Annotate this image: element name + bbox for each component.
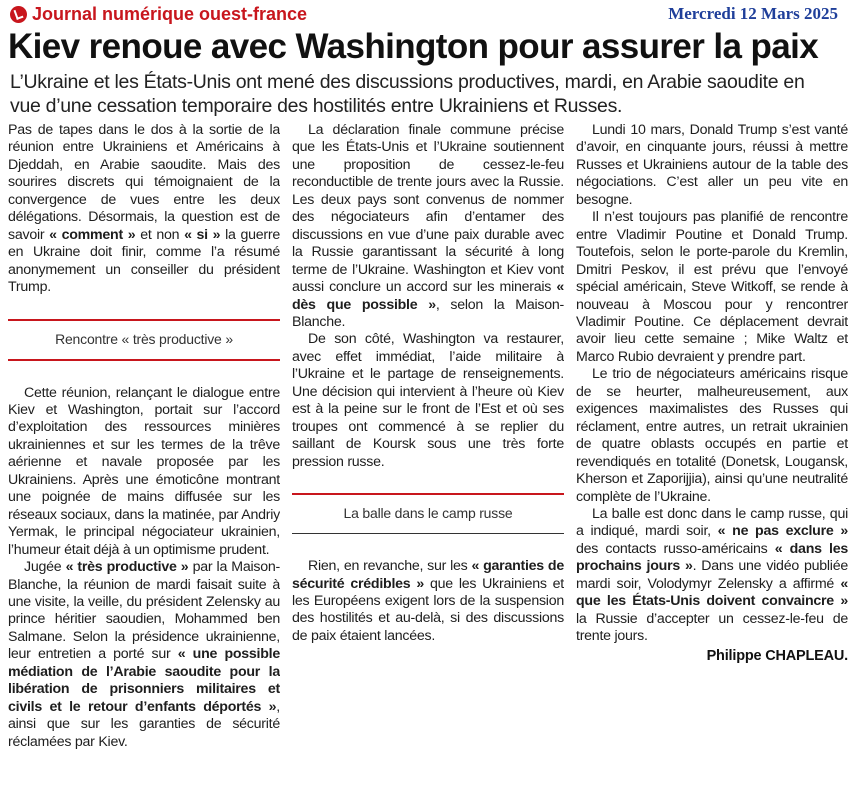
masthead [0,0,850,28]
headline: Kiev renoue avec Washington pour assurer la paix [8,27,819,66]
paragraph-2: Cette réunion, relançant le dialogue entre Kiev et Washington, portait sur l’accord d’exploitation des ressources minières ukrainiennes et sur les termes de la trêve aérienne et navale proposée par les Ukrainiens. Après une émoticône montrant une poignée de mains diffusée sur les réseaux sociaux, dans la matinée, par Andriy Yermak, le principal négociateur ukrainien, l’humeur était déjà à un optimisme prudent. [8,384,280,558]
paragraph-5: De son côté, Washington va restaurer, avec effet immédiat, l’aide militaire à l’Ukraine et le partage de renseignements. Une décision qui intervient à l’heure où Kiev est à la peine sur le front de l’Est et où ses troupes ont commencé à se replier du saillant de Koursk sous une très forte pression russe. [292,331,564,470]
brand [10,4,307,25]
intertitle-2: La balle dans le camp russe [343,505,513,522]
paragraph-4: La déclaration finale commune précise que les États-Unis et l’Ukraine soutiennent une proposition de cessez-le-feu reconductible de trente jours avec la Russie. Les deux pays sont convenus de nommer des négociateurs afin d’entamer des discussions en vue d’une paix durable avec la Russie garantissant la sécurité à long terme de l’Ukraine. Washington et Kiev vont aussi conclure un accord sur les minerais « dès que possible », selon la Maison-Blanche. [292,122,564,330]
article-column-3 [576,122,848,790]
intertitle-1: Rencontre « très productive » [55,330,233,347]
author-signature: Philippe CHAPLEAU. [706,647,848,664]
paragraph-9: Le trio de négociateurs américains risque de se heurter, malheureusement, aux exigences maximalistes des Russes qui réclament, entre autres, un retrait ukrainien de quatre oblasts occupés en partie et revendiqués en totalité (Donetsk, Lougansk, Kherson et Zaporijjia), ainsi qu’une neutralité complète de l’Ukraine. [576,366,848,505]
brand-name: Journal numérique ouest-france [32,4,308,24]
paragraph-3: Jugée « très productive » par la Maison-Blanche, la réunion de mardi faisait suite à une visite, la veille, du président Zelensky au prince héritier saoudien, Mohammed ben Salmane. Selon la présidence ukrainienne, leur entretien a porté sur « une possible médiation de l’Arabie saoudite pour la libération de prisonniers militaires et civils et le retour d’enfants déportés », ainsi que sur les garanties de sécurité réclamées par Kiev. [8,559,280,750]
paragraph-6: Rien, en revanche, sur les « garanties de sécurité crédibles » que les Ukrainiens et les Européens exigent lors de la suspension des hostilités et au-delà, si des discussions de paix étaient lancées. [292,558,564,644]
publication-date: Mercredi 12 Mars 2025 [668,4,838,23]
article-column-1 [8,122,280,790]
article-column-2 [292,122,564,790]
paragraph-8: Il n’est toujours pas planifié de rencontre entre Vladimir Poutine et Donald Trump. Toutefois, selon le porte-parole du Kremlin, Dmitri Peskov, il est prévu que l’envoyé spécial américain, Steve Witkoff, se rende à nouveau à Moscou pour y rencontrer Vladimir Poutine. Ce déplacement devrait avoir lieu cette semaine ; Mike Waltz et Marco Rubio devraient y prendre part. [576,209,848,365]
paragraph-1: Pas de tapes dans le dos à la sortie de la réunion entre Ukrainiens et Américains à Djeddah, en Arabie saoudite. Mais des sourires discrets qui témoignaient de la convergence de vues entre les deux délégations. Désormais, la question est de savoir « comment » et non « si » la guerre en Ukraine doit finir, comme l’a résumé anonymement un conseiller du président Trump. [8,122,280,296]
paragraph-7: Lundi 10 mars, Donald Trump s’est vanté d’avoir, en cinquante jours, réussi à mettre Russes et Ukrainiens autour de la table des négociations. C’est aller un peu vite en besogne. [576,122,848,208]
article-body [8,122,848,790]
paragraph-10: La balle est donc dans le camp russe, qui a indiqué, mardi soir, « ne pas exclure » des contacts russo-américains « dans les prochains jours ». Dans une vidéo publiée mardi soir, Volodymyr Zelensky a affirmé « que les États-Unis doivent convaincre » la Russie d’accepter un cessez-le-feu de trente jours. [576,505,848,645]
ouest-france-logo-icon [10,6,27,23]
standfirst: L’Ukraine et les États-Unis ont mené des discussions productives, mardi, en Arabie saoudite en vue d’une cessation temporaire des hostilités entre Ukrainiens et Russes. [10,71,805,117]
